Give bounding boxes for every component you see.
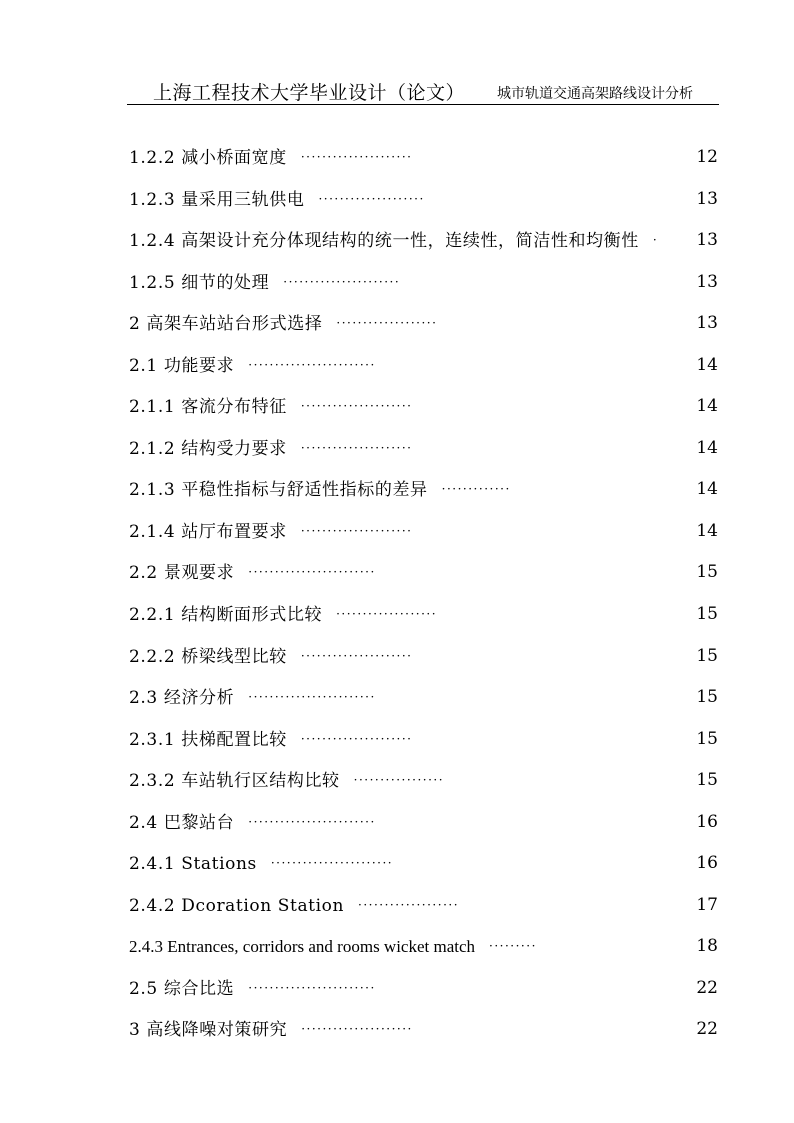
toc-entry-title: 1.2.3 量采用三轨供电 xyxy=(129,189,305,210)
toc-entry[interactable] xyxy=(129,885,718,927)
toc-page-number: 18 xyxy=(696,936,718,957)
toc-entry-title: 2.5 综合比选 xyxy=(129,978,235,999)
toc-dot-leader: ···················· xyxy=(318,191,425,206)
toc-dot-leader: ····················· xyxy=(300,648,413,663)
toc-entry-title: 2.3 经济分析 xyxy=(129,688,235,709)
toc-page-number: 15 xyxy=(696,604,718,625)
toc-entry-title: 2.1.2 结构受力要求 xyxy=(129,438,287,459)
toc-page-number: 14 xyxy=(696,479,718,500)
toc-dot-leader: ····················· xyxy=(301,1022,413,1037)
toc-entry-title: 2.3.1 扶梯配置比较 xyxy=(129,729,287,750)
toc-entry[interactable] xyxy=(129,1009,718,1051)
toc-dot-leader: ······················· xyxy=(270,856,394,871)
toc-dot-leader: ··················· xyxy=(358,897,460,912)
toc-entry[interactable] xyxy=(129,179,718,221)
toc-dot-leader: ··················· xyxy=(336,607,438,622)
toc-entry[interactable] xyxy=(129,636,718,678)
toc-page-number: 15 xyxy=(696,728,718,749)
toc-dot-leader: ············· xyxy=(441,482,511,497)
toc-page-number: 15 xyxy=(696,562,718,583)
toc-entry-title: 1.2.4 高架设计充分体现结构的统一性，连续性，简洁性和均衡性 xyxy=(129,231,639,252)
toc-dot-leader: ····················· xyxy=(300,399,413,414)
toc-dot-leader: ························ xyxy=(248,357,376,372)
toc-entry-title: 2.4.2 Dcoration Station xyxy=(129,895,345,916)
toc-entry[interactable] xyxy=(129,469,718,511)
toc-entry[interactable] xyxy=(129,926,718,968)
toc-page-number: 14 xyxy=(696,354,718,375)
toc-page-number: 15 xyxy=(696,770,718,791)
toc-entry-title: 2.4 巴黎站台 xyxy=(129,812,235,833)
toc-entry[interactable] xyxy=(129,802,718,844)
header-title: 上海工程技术大学毕业设计（论文） xyxy=(153,82,466,104)
page-header xyxy=(127,76,719,105)
toc-dot-leader: ····················· xyxy=(300,731,413,746)
toc-dot-leader: ························ xyxy=(248,814,376,829)
toc-page-number: 14 xyxy=(696,396,718,417)
toc-entry-title: 2.3.2 车站轨行区结构比较 xyxy=(129,771,340,792)
toc-page-number: 22 xyxy=(696,1019,718,1040)
toc-entry[interactable] xyxy=(129,303,718,345)
toc-page-number: 14 xyxy=(696,520,718,541)
toc-entry-title: 2.4.1 Stations xyxy=(129,854,257,875)
toc-entry[interactable] xyxy=(129,843,718,885)
toc-entry[interactable] xyxy=(129,760,718,802)
toc-entry[interactable] xyxy=(129,428,718,470)
toc-page-number: 12 xyxy=(696,147,718,167)
toc-page-number: 15 xyxy=(696,687,718,708)
toc-page-number: 14 xyxy=(696,437,718,458)
toc-entry[interactable] xyxy=(129,719,718,761)
toc-entry[interactable] xyxy=(129,968,718,1010)
toc-entry[interactable] xyxy=(129,262,718,304)
toc-dot-leader: ······················ xyxy=(283,274,401,289)
toc-entry[interactable] xyxy=(129,677,718,719)
toc-entry-title: 2.4.3 Entrances, corridors and rooms wicket match xyxy=(129,937,476,957)
toc-entry[interactable] xyxy=(129,345,718,387)
toc-entry[interactable] xyxy=(129,552,718,594)
toc-dot-leader: ··················· xyxy=(336,316,438,331)
toc-entry-title: 2.2.2 桥梁线型比较 xyxy=(129,646,287,667)
table-of-contents xyxy=(129,137,718,1051)
toc-entry-title: 2.1.4 站厅布置要求 xyxy=(129,521,287,542)
toc-entry-title: 1.2.2 减小桥面宽度 xyxy=(129,148,287,168)
toc-dot-leader: ········· xyxy=(489,939,537,954)
toc-entry[interactable] xyxy=(129,511,718,553)
toc-entry-title: 2.2.1 结构断面形式比较 xyxy=(129,605,323,626)
toc-entry-title: 3 高线降噪对策研究 xyxy=(129,1020,288,1041)
toc-page-number: 22 xyxy=(696,977,718,998)
toc-entry-title: 2.1.1 客流分布特征 xyxy=(129,397,287,418)
toc-entry-title: 2.2 景观要求 xyxy=(129,563,235,584)
toc-page-number: 13 xyxy=(696,188,718,209)
toc-page-number: 13 xyxy=(696,313,718,334)
toc-page-number: 15 xyxy=(696,645,718,666)
toc-entry-title: 2.1 功能要求 xyxy=(129,355,235,376)
toc-page-number: 16 xyxy=(696,811,718,832)
toc-entry[interactable] xyxy=(129,594,718,636)
toc-page-number: 16 xyxy=(696,853,718,874)
toc-entry[interactable] xyxy=(129,220,718,262)
header-subtitle: 城市轨道交通高架路线设计分析 xyxy=(497,86,693,102)
toc-dot-leader: ························ xyxy=(248,980,376,995)
toc-entry-title: 2 高架车站站台形式选择 xyxy=(129,314,323,335)
toc-entry[interactable] xyxy=(129,137,718,179)
toc-dot-leader: ························ xyxy=(248,565,376,580)
toc-dot-leader: ····················· xyxy=(300,523,413,538)
toc-entry-title: 1.2.5 细节的处理 xyxy=(129,272,270,293)
toc-dot-leader: ················· xyxy=(353,773,445,788)
toc-dot-leader: ····················· xyxy=(300,440,413,455)
toc-entry-title: 2.1.3 平稳性指标与舒适性指标的差异 xyxy=(129,480,428,501)
toc-dot-leader: ····················· xyxy=(300,150,413,164)
toc-dot-leader: ························ xyxy=(248,690,376,705)
toc-entry[interactable] xyxy=(129,386,718,428)
toc-page-number: 13 xyxy=(696,271,718,292)
toc-page-number: 17 xyxy=(696,894,718,915)
toc-dot-leader: · xyxy=(652,233,659,248)
toc-page-number: 13 xyxy=(696,230,718,251)
